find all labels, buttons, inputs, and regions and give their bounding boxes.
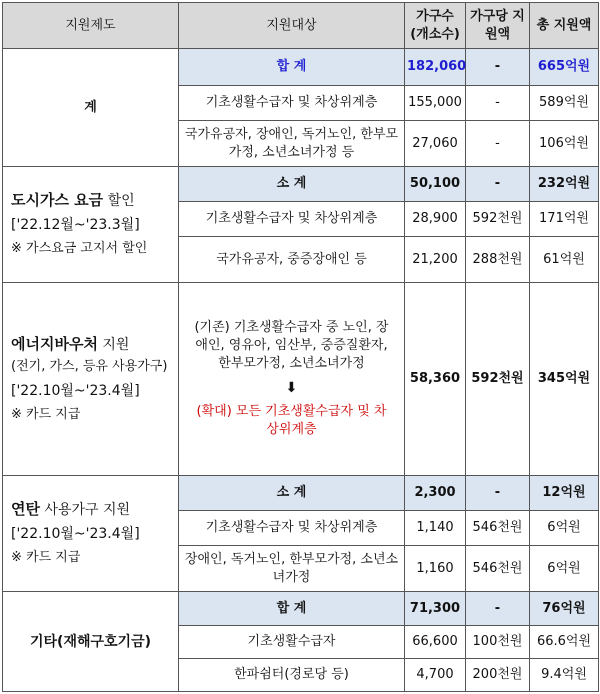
target-cell: 국가유공자, 중증장애인 등 [179, 237, 405, 283]
per-cell: 592천원 [466, 202, 530, 237]
voucher-target [179, 283, 405, 476]
arrow-down-icon: ⬇ [285, 380, 298, 396]
target-cell: 한파쉼터(경로당 등) [179, 659, 405, 692]
system-gas [3, 167, 179, 283]
households-cell: 66,600 [405, 626, 466, 659]
target-cell: 장애인, 독거노인, 한부모가정, 소년소녀가정 [179, 546, 405, 592]
briquette-note: ※ 카드 지급 [11, 550, 81, 565]
households-cell: 155,000 [405, 86, 466, 121]
target-cell: 소 계 [179, 476, 405, 511]
households-cell: 2,300 [405, 476, 466, 511]
gas-period: ['22.12월~'23.3월] [11, 217, 140, 233]
voucher-name: 에너지바우처 [11, 334, 98, 353]
target-cell: 기초생활수급자 [179, 626, 405, 659]
total-cell: 6억원 [530, 511, 599, 546]
voucher-name-rest: 지원 [97, 336, 130, 353]
total-cell: 76억원 [530, 592, 599, 626]
total-cell: 665억원 [530, 49, 599, 86]
target-cell: 국가유공자, 장애인, 독거노인, 한부모가정, 소년소녀가정 등 [179, 121, 405, 167]
system-total: 계 [3, 49, 179, 167]
gas-name-rest: 할인 [103, 193, 135, 209]
per-cell: - [466, 49, 530, 86]
households-cell: 21,200 [405, 237, 466, 283]
target-cell: 합 계 [179, 592, 405, 626]
header-target: 지원대상 [179, 3, 405, 49]
table-row [3, 49, 599, 86]
per-cell: - [466, 592, 530, 626]
header-per-household: 가구당 지원액 [466, 3, 530, 49]
households-cell: 1,160 [405, 546, 466, 592]
total-cell: 171억원 [530, 202, 599, 237]
per-cell: 592천원 [466, 283, 530, 476]
target-cell: 기초생활수급자 및 차상위계층 [179, 511, 405, 546]
header-households: 가구수 (개소수) [405, 3, 466, 49]
briquette-name: 연탄 [11, 500, 40, 518]
gas-name: 도시가스 요금 [11, 191, 104, 209]
system-voucher [3, 283, 179, 476]
total-cell: 589억원 [530, 86, 599, 121]
per-cell: - [466, 86, 530, 121]
header-row [3, 3, 599, 49]
voucher-target-existing: (기존) 기초생활수급자 중 노인, 장애인, 영유아, 임산부, 중증질환자, 한부모가정, 소년소녀가정 [194, 320, 389, 371]
per-cell: 288천원 [466, 237, 530, 283]
table-row [3, 592, 599, 626]
table-row [3, 167, 599, 202]
system-briquette [3, 476, 179, 592]
voucher-note: ※ 카드 지급 [11, 406, 81, 422]
per-cell: - [466, 121, 530, 167]
households-cell: 1,140 [405, 511, 466, 546]
total-cell: 9.4억원 [530, 659, 599, 692]
households-cell: 71,300 [405, 592, 466, 626]
target-cell: 소 계 [179, 167, 405, 202]
total-cell: 61억원 [530, 237, 599, 283]
target-cell: 기초생활수급자 및 차상위계층 [179, 202, 405, 237]
total-cell: 232억원 [530, 167, 599, 202]
target-cell: 합 계 [179, 49, 405, 86]
voucher-sub: (전기, 가스, 등유 사용가구) [11, 358, 168, 374]
system-etc: 기타(재해구호기금) [3, 592, 179, 692]
total-cell: 66.6억원 [530, 626, 599, 659]
per-cell: 100천원 [466, 626, 530, 659]
total-cell: 345억원 [530, 283, 599, 476]
voucher-period: ['22.10월~'23.4월] [11, 382, 140, 399]
households-cell: 50,100 [405, 167, 466, 202]
header-total: 총 지원액 [530, 3, 599, 49]
gas-note: ※ 가스요금 고지서 할인 [11, 241, 148, 256]
table-row [3, 476, 599, 511]
total-cell: 12억원 [530, 476, 599, 511]
households-cell: 4,700 [405, 659, 466, 692]
per-cell: - [466, 476, 530, 511]
households-cell: 27,060 [405, 121, 466, 167]
households-cell: 28,900 [405, 202, 466, 237]
households-cell: 182,060 [405, 49, 466, 86]
per-cell: - [466, 167, 530, 202]
per-cell: 546천원 [466, 511, 530, 546]
briquette-name-rest: 사용가구 지원 [39, 502, 131, 518]
target-cell: 기초생활수급자 및 차상위계층 [179, 86, 405, 121]
header-system: 지원제도 [3, 3, 179, 49]
support-table [2, 2, 599, 692]
per-cell: 546천원 [466, 546, 530, 592]
per-cell: 200천원 [466, 659, 530, 692]
briquette-period: ['22.10월~'23.4월] [11, 526, 140, 542]
total-cell: 6억원 [530, 546, 599, 592]
households-cell: 58,360 [405, 283, 466, 476]
voucher-target-expanded: (확대) 모든 기초생활수급자 및 차상위계층 [196, 404, 387, 437]
table-row [3, 283, 599, 476]
total-cell: 106억원 [530, 121, 599, 167]
